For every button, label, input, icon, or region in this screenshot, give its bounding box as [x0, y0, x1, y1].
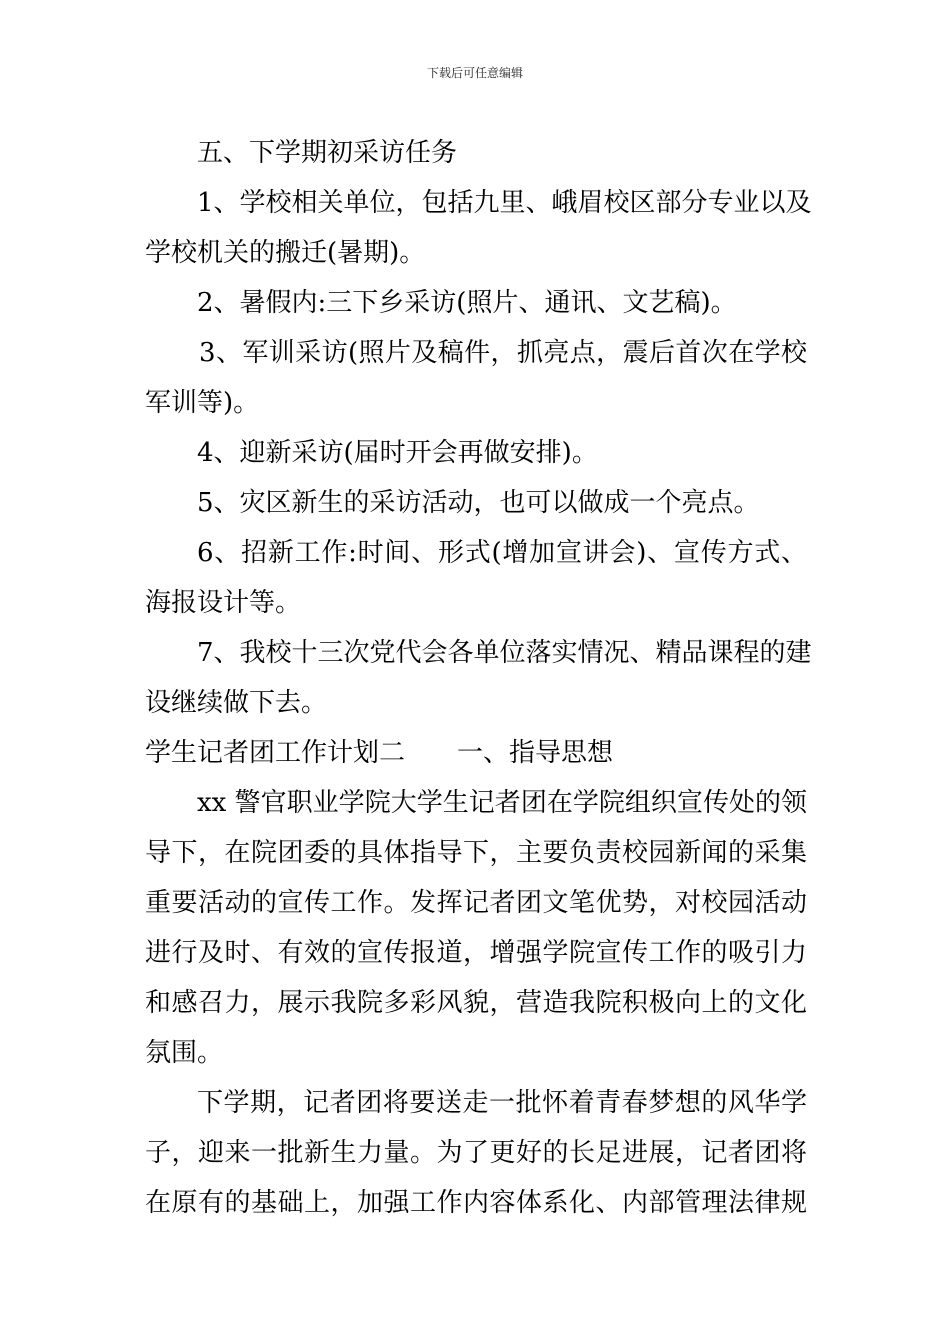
para-2-line-3: 在原有的基础上，加强工作内容体系化、内部管理法律规 — [145, 1188, 807, 1218]
para-1-line-3: 重要活动的宣传工作。发挥记者团文笔优势，对校园活动 — [145, 888, 807, 918]
plan-2-title: 学生记者团工作计划二 — [145, 738, 406, 768]
item-7-line-1: 7、我校十三次党代会各单位落实情况、精品课程的建 — [197, 638, 812, 668]
document-body — [145, 128, 812, 1228]
para-2-line-2: 子，迎来一批新生力量。为了更好的长足进展，记者团将 — [145, 1138, 807, 1168]
para-2-line-1: 下学期，记者团将要送走一批怀着青春梦想的风华学 — [197, 1088, 807, 1118]
item-4: 4、迎新采访(届时开会再做安排)。 — [197, 438, 598, 468]
item-1-line-1: 1、学校相关单位，包括九里、峨眉校区部分专业以及 — [197, 188, 812, 218]
para-1-line-4: 进行及时、有效的宣传报道，增强学院宣传工作的吸引力 — [145, 938, 807, 968]
item-3-line-2: 军训等)。 — [145, 388, 260, 418]
plan-2-heading — [145, 728, 807, 778]
para-1-line-6: 氛围。 — [145, 1038, 224, 1068]
para-1-line-2: 导下，在院团委的具体指导下，主要负责校园新闻的采集 — [145, 838, 807, 868]
item-1-line-2: 学校机关的搬迁(暑期)。 — [145, 238, 426, 268]
item-6-line-2: 海报设计等。 — [145, 588, 302, 618]
plan-2-subtitle: 一、指导思想 — [457, 738, 614, 768]
item-7-line-2: 设继续做下去。 — [145, 688, 328, 718]
item-2: 2、暑假内:三下乡采访(照片、通讯、文艺稿)。 — [197, 288, 737, 318]
item-6-line-1: 6、招新工作:时间、形式(增加宣讲会)、宣传方式、 — [197, 538, 807, 568]
section-title: 五、下学期初采访任务 — [197, 138, 458, 168]
page-header: 下载后可任意编辑 — [426, 66, 523, 80]
para-1-line-1: xx 警官职业学院大学生记者团在学院组织宣传处的领 — [197, 788, 807, 818]
para-1-line-5: 和感召力，展示我院多彩风貌，营造我院积极向上的文化 — [145, 988, 807, 1018]
item-3-line-1: 3、军训采访(照片及稿件，抓亮点，震后首次在学校 — [199, 338, 807, 368]
item-5: 5、灾区新生的采访活动，也可以做成一个亮点。 — [197, 488, 760, 518]
